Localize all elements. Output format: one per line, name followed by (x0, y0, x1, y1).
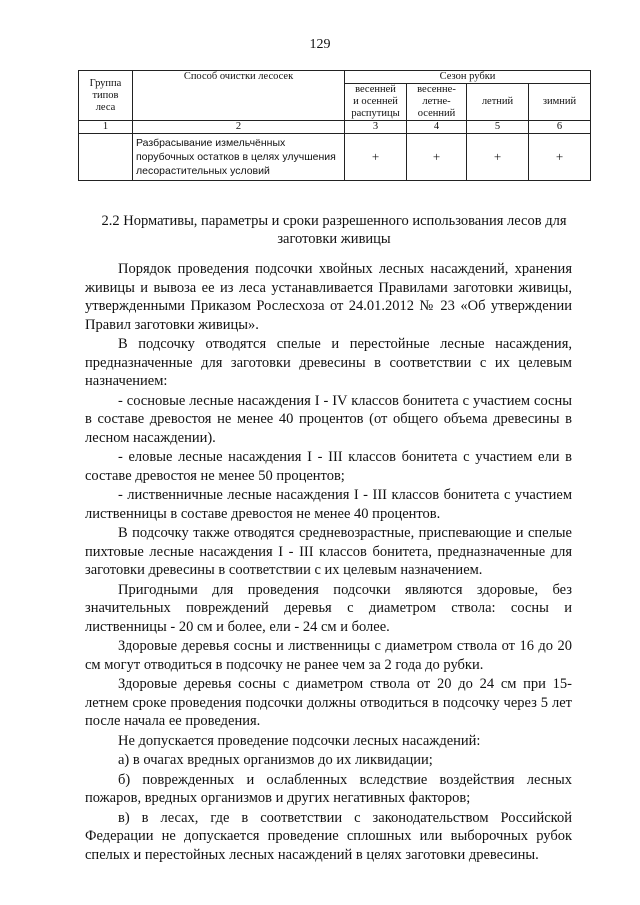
table-number-row (79, 121, 591, 134)
paragraph: - сосновые лесные насаждения I - IV классов бонитета с участием сосны в составе древостоя не менее 40 процентов (от общего объема древесины в лесном насаждении). (85, 392, 572, 446)
section-heading: 2.2 Нормативы, параметры и сроки разрешенного использования лесов для заготовки живицы (101, 213, 567, 247)
row-group-cell (79, 134, 133, 181)
col-number: 2 (133, 121, 345, 134)
page-number: 129 (309, 37, 331, 52)
row-mark-cell: + (407, 134, 467, 181)
paragraph: б) поврежденных и ослабленных вследствие воздействия лесных пожаров, вредных организмов и других негативных факторов; (85, 771, 572, 806)
header-spring-summer-l2: летне- (422, 96, 451, 107)
paragraph: а) в очагах вредных организмов до их ликвидации; (118, 752, 433, 768)
header-spring-summer (407, 84, 467, 121)
header-season: Сезон рубки (345, 71, 591, 84)
section-body (85, 260, 572, 865)
paragraph: Не допускается проведение подсочки лесных насаждений: (118, 732, 481, 749)
col-number: 6 (529, 121, 591, 134)
paragraph: в) в лесах, где в соответствии с законодательством Российской Федерации не допускается проведение сплошных или выборочных рубок спелых и перестойных лесных насаждений в целях заготовки древесины. (85, 809, 572, 863)
row-method-cell: Разбрасывание измельчённых порубочных остатков в целях улучшения лесорастительных условий (133, 134, 345, 181)
header-spring-summer-l1: весенне- (417, 84, 456, 95)
header-spring-summer-l3: осенний (417, 108, 456, 119)
row-mark-cell: + (345, 134, 407, 181)
col-number: 5 (467, 121, 529, 134)
header-summer: летний (467, 84, 529, 121)
table-header-row (79, 71, 591, 84)
paragraph: Здоровые деревья сосны и лиственницы с диаметром ствола от 16 до 20 см могут отводиться в подсочку не ранее чем за 2 года до рубки. (85, 638, 572, 673)
row-mark-cell: + (529, 134, 591, 181)
header-winter: зимний (529, 84, 591, 121)
col-number: 1 (79, 121, 133, 134)
paragraph: - еловые лесные насаждения I - III классов бонитета с участием ели в составе древостоя не менее 50 процентов; (85, 449, 572, 484)
header-group-line1: Группа (89, 77, 122, 89)
paragraph: В подсочку отводятся спелые и перестойные лесные насаждения, предназначенные для заготовки древесины в соответствии с их целевым назначением: (85, 336, 572, 389)
paragraph: Здоровые деревья сосны с диаметром ствола от 20 до 24 см при 15-летнем сроке проведения подсочки должны отводиться в подсочку через 5 лет после начала ее проведения. (85, 676, 572, 729)
col-number: 4 (407, 121, 467, 134)
table-row (79, 134, 591, 181)
header-group-line2: типов (92, 89, 119, 101)
header-spring-autumn-l1: весенней (355, 84, 396, 95)
paragraph: - лиственничные лесные насаждения I - III классов бонитета с участием лиственницы в составе древостоя не менее 40 процентов. (85, 487, 572, 522)
paragraph: В подсочку также отводятся средневозрастные, приспевающие и спелые пихтовые лесные насаждения I - III классов бонитета, предназначенные для заготовки древесины в соответствии с их целевым назначением. (85, 525, 572, 578)
header-spring-autumn-l3: распутицы (351, 108, 400, 119)
row-mark-cell: + (467, 134, 529, 181)
header-spring-autumn-l2: и осенней (353, 96, 398, 107)
paragraph: Пригодными для проведения подсочки являются здоровые, без значительных повреждений деревья с диаметром ствола: сосны и лиственницы - 20 см и более, ели - 24 см и более. (85, 581, 572, 635)
header-group-line3: леса (95, 101, 116, 113)
header-spring-autumn (345, 84, 407, 121)
clearing-methods-table (78, 70, 591, 181)
paragraph: Порядок проведения подсочки хвойных лесных насаждений, хранения живицы и вывоза ее из леса устанавливается Правилами заготовки живицы, утвержденными Приказом Рослесхоза от 24.01.2012 № 23 «Об утверждении Правил заготовки живицы». (85, 261, 572, 333)
col-number: 3 (345, 121, 407, 134)
header-method: Способ очистки лесосек (133, 71, 345, 121)
header-group (79, 71, 133, 121)
